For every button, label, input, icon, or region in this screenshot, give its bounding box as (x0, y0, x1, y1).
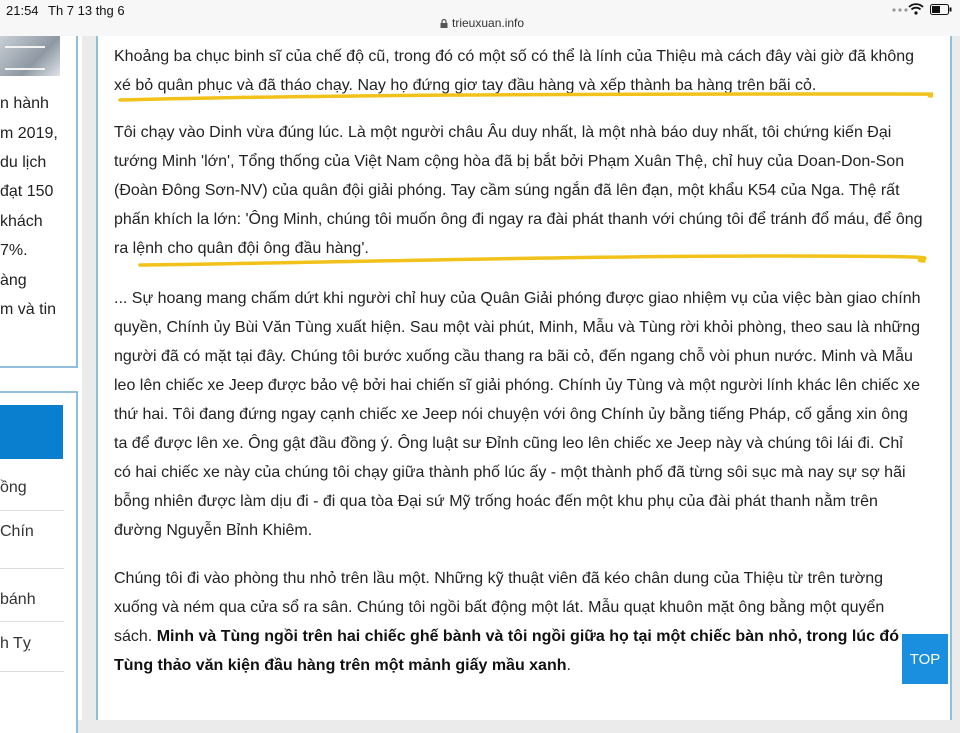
news-snippet-line: n hành (0, 95, 49, 112)
sidebar-section-header (0, 405, 63, 459)
article-content (96, 36, 952, 720)
status-bar (0, 0, 960, 36)
divider (0, 510, 64, 511)
battery-icon (930, 4, 952, 15)
news-snippet-line: khách (0, 213, 43, 230)
status-indicators (908, 3, 952, 15)
article-paragraph-2: Tôi chạy vào Dinh vừa đúng lúc. Là một người châu Âu duy nhất, là một nhà báo duy nhất, tôi chứng kiến Đại tướng Minh 'lớn', Tổng thống của Việt Nam cộng hòa đã bị bắt bởi Phạm Xuân Thệ, chỉ huy của Doan-Don-Son (Đoàn Đông Sơn-NV) của quân đội giải phóng. Tay cầm súng ngắn đã lên đạn, một khẩu K54 của Nga. Thệ rất phấn khích la lớn: 'Ông Minh, chúng tôi muốn ông đi ngay ra đài phát thanh với chúng tôi để tránh đổ máu, để ông ra lệnh cho quân đội ông đầu hàng'. (114, 124, 923, 257)
sidebar-link[interactable]: bánh (0, 591, 36, 608)
back-to-top-button[interactable]: TOP (902, 634, 948, 684)
news-snippet-line: đạt 150 (0, 183, 54, 200)
divider (0, 671, 64, 672)
news-snippet-line: m 2019, (0, 125, 58, 142)
wifi-icon (908, 3, 924, 15)
sidebar-link[interactable]: Chín (0, 523, 34, 540)
paragraph-4-text: Chúng tôi đi vào phòng thu nhỏ trên lầu một. Những kỹ thuật viên đã kéo chân dung của Thiệu từ trên tường xuống và ném qua cửa sổ ra sân. Chúng tôi ngồi bất động một lát. Mẫu quạt khuôn mặt ông bằng một quyển sách. (114, 570, 885, 645)
article-paragraph-3: ... Sự hoang mang chấm dứt khi người chỉ huy của Quân Giải phóng được giao nhiệm vụ của việc bàn giao chính quyền, Chính ủy Bùi Văn Tùng xuất hiện. Sau một vài phút, Minh, Mẫu và Tùng rời khỏi phòng, theo sau là những người đã có mặt tại đây. Chúng tôi bước xuống cầu thang ra bãi cỏ, đến ngang chỗ vòi phun nước. Minh và Mẫu leo lên chiếc xe Jeep được bảo vệ bởi hai chiến sĩ giải phóng. Chính ủy Tùng và một người lính khác lên chiếc xe thứ hai. Tôi đang đứng ngay cạnh chiếc xe Jeep nói chuyện với ông Chính ủy bằng tiếng Pháp, cố gắng xin ông ta để được lên xe. Ông gật đầu đồng ý. Ông luật sư Đỉnh cũng leo lên chiếc xe Jeep này và chúng tôi lái đi. Chỉ có hai chiếc xe này của chúng tôi chạy giữa thành phố lúc ấy - một thành phố đã từng sôi sục mà nay sự sợ hãi bỗng nhiên được làm dịu đi - đi qua tòa Đại sứ Mỹ trống hoác đến một khu phụ của đài phát thanh nằm trên đường Nguyễn Bỉnh Khiêm. (114, 290, 921, 539)
divider (0, 568, 64, 569)
sidebar-link[interactable]: h Tỵ (0, 635, 31, 652)
address-bar[interactable] (440, 16, 524, 30)
sidebar (0, 36, 82, 720)
news-thumbnail[interactable] (0, 36, 60, 76)
status-time: 21:54 (6, 3, 39, 18)
news-snippet-line: du lịch (0, 154, 47, 171)
sidebar-list-box (0, 391, 78, 733)
news-snippet-line: 7%. (0, 242, 28, 259)
lock-icon (440, 19, 448, 28)
news-snippet-line: m và tin (0, 301, 57, 318)
paragraph-4-end: . (566, 657, 571, 674)
news-snippet-line: àng (0, 272, 27, 289)
article-paragraph-4 (114, 564, 924, 680)
url-text: trieuxuan.info (452, 16, 525, 30)
status-date: Th 7 13 thg 6 (48, 3, 125, 18)
sidebar-link[interactable]: ồng (0, 479, 27, 496)
sidebar-news-box (0, 36, 78, 368)
divider (0, 621, 64, 622)
article-paragraph-1: Khoảng ba chục binh sĩ của chế độ cũ, trong đó có một số có thể là lính của Thiệu mà cách đây vài giờ đã không xé bỏ quân phục và đã tháo chạy. Nay họ đứng giơ tay đầu hàng và xếp thành ba hàng trên bãi cỏ. (114, 48, 915, 94)
paragraph-4-bold: Minh và Tùng ngồi trên hai chiếc ghế bành và tôi ngồi giữa họ tại một chiếc bàn nhỏ, trong lúc đó Tùng thảo văn kiện đầu hàng trên một mảnh giấy mầu xanh (114, 628, 899, 674)
